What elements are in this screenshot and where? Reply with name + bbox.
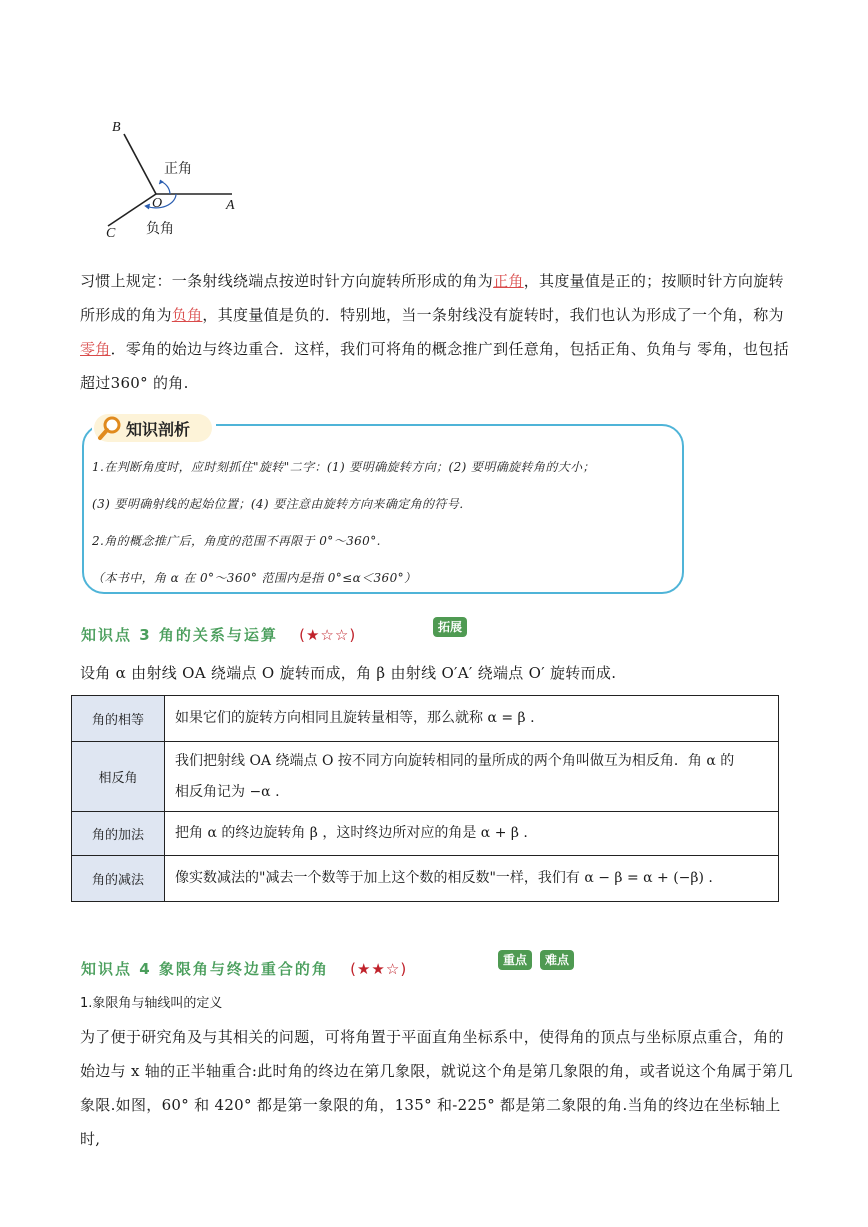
label-b: B (112, 120, 121, 135)
tag-difficult: 难点 (540, 950, 574, 970)
label-negative: 负角 (146, 221, 174, 237)
table-row (72, 856, 779, 902)
angle-relations-table (71, 695, 779, 902)
analysis-line-3: 2.角的概念推广后，角度的范围不再限于 0°～360°. (92, 534, 381, 548)
table-cell-line-2: 相反角记为 −α . (175, 783, 280, 800)
table-head-subtraction: 角的减法 (72, 856, 165, 902)
label-positive: 正角 (164, 161, 192, 177)
section3-heading (81, 624, 356, 645)
term-zero: 零角 (80, 340, 111, 358)
section3-title: 知识点 3 角的关系与运算 (81, 626, 278, 644)
section4-stars: (★★☆) (350, 960, 408, 978)
table-head-addition: 角的加法 (72, 812, 165, 856)
table-cell-line-1: 我们把射线 OA 绕端点 O 按不同方向旋转相同的量所成的两个角叫做互为相反角．角 α 的 (175, 752, 735, 769)
intro-text-1: 习惯上规定：一条射线绕端点按逆时针方向旋转所形成的角为 (80, 272, 494, 290)
section4-line-1: 为了便于研究角及与其相关的问题，可将角置于平面直角坐标系中，使得角的顶点与坐标原点重合，角的 (80, 1028, 784, 1046)
analysis-title: 知识剖析 (126, 420, 191, 439)
intro-paragraph (80, 264, 800, 400)
label-o: O (152, 196, 163, 211)
intro-line-1 (80, 264, 800, 298)
table-cell: 把角 α 的终边旋转角 β ，这时终边所对应的角是 α + β . (165, 812, 779, 856)
intro-line-3 (80, 332, 800, 366)
table-cell: 像实数减法的"减去一个数等于加上这个数的相反数"一样，我们有 α − β = α + (−β) . (165, 856, 779, 902)
intro-text-2: ，其度量值是正的；按顺时针方向旋转 (523, 272, 784, 290)
section4-heading (81, 958, 407, 979)
table-row (72, 742, 779, 812)
table-row (72, 696, 779, 742)
section4-subtitle: 1.象限角与轴线叫的定义 (80, 996, 223, 1011)
label-c: C (106, 226, 116, 241)
table-row (72, 812, 779, 856)
table-cell (165, 742, 779, 812)
term-positive: 正角 (493, 272, 524, 290)
section3-stars: (★☆☆) (299, 626, 357, 644)
tag-key-point: 重点 (498, 950, 532, 970)
label-a: A (226, 198, 235, 213)
section4-title: 知识点 4 象限角与终边重合的角 (81, 960, 329, 978)
section4-paragraph (80, 1020, 800, 1156)
table-cell: 如果它们的旋转方向相同且旋转量相等，那么就称 α = β . (165, 696, 779, 742)
intro-text-4: ，其度量值是负的．特别地，当一条射线没有旋转时，我们也认为形成了一个角，称为 (202, 306, 784, 324)
table-head-opposite: 相反角 (72, 742, 165, 812)
intro-line-2 (80, 298, 800, 332)
term-negative: 负角 (171, 306, 203, 324)
tag-extension: 拓展 (433, 617, 467, 637)
analysis-line-2: (3) 要明确射线的起始位置；(4) 要注意由旋转方向来确定角的符号． (92, 497, 472, 511)
table-head-equal: 角的相等 (72, 696, 165, 742)
section4-line-2: 始边与 x 轴的正半轴重合:此时角的终边在第几象限，就说这个角是第几象限的角，或者说这个角属于第几 (80, 1062, 793, 1080)
section4-line-3: 象限.如图，60° 和 420° 都是第一象限的角，135° 和-225° 都是第二象限的角.当角的终边在坐标轴上时, (80, 1096, 781, 1148)
magnifier-icon (96, 414, 124, 442)
intro-text-5: ．零角的始边与终边重合．这样，我们可将角的概念推广到任意角，包括正角、负角与 零角，也包括 (110, 340, 789, 358)
angle-figure (96, 118, 246, 243)
intro-text-3: 所形成的角为 (80, 306, 172, 324)
section3-intro: 设角 α 由射线 OA 绕端点 O 旋转而成，角 β 由射线 O′A′ 绕端点 O′ 旋转而成. (80, 664, 617, 682)
intro-line-4: 超过360° 的角. (80, 374, 189, 392)
analysis-line-1: 1.在判断角度时，应时刻抓住"旋转"二字：(1) 要明确旋转方向；(2) 要明确旋转角的大小； (92, 460, 595, 474)
analysis-line-4: （本书中，角 α 在 0°～360° 范围内是指 0°≤α＜360°） (92, 571, 417, 585)
